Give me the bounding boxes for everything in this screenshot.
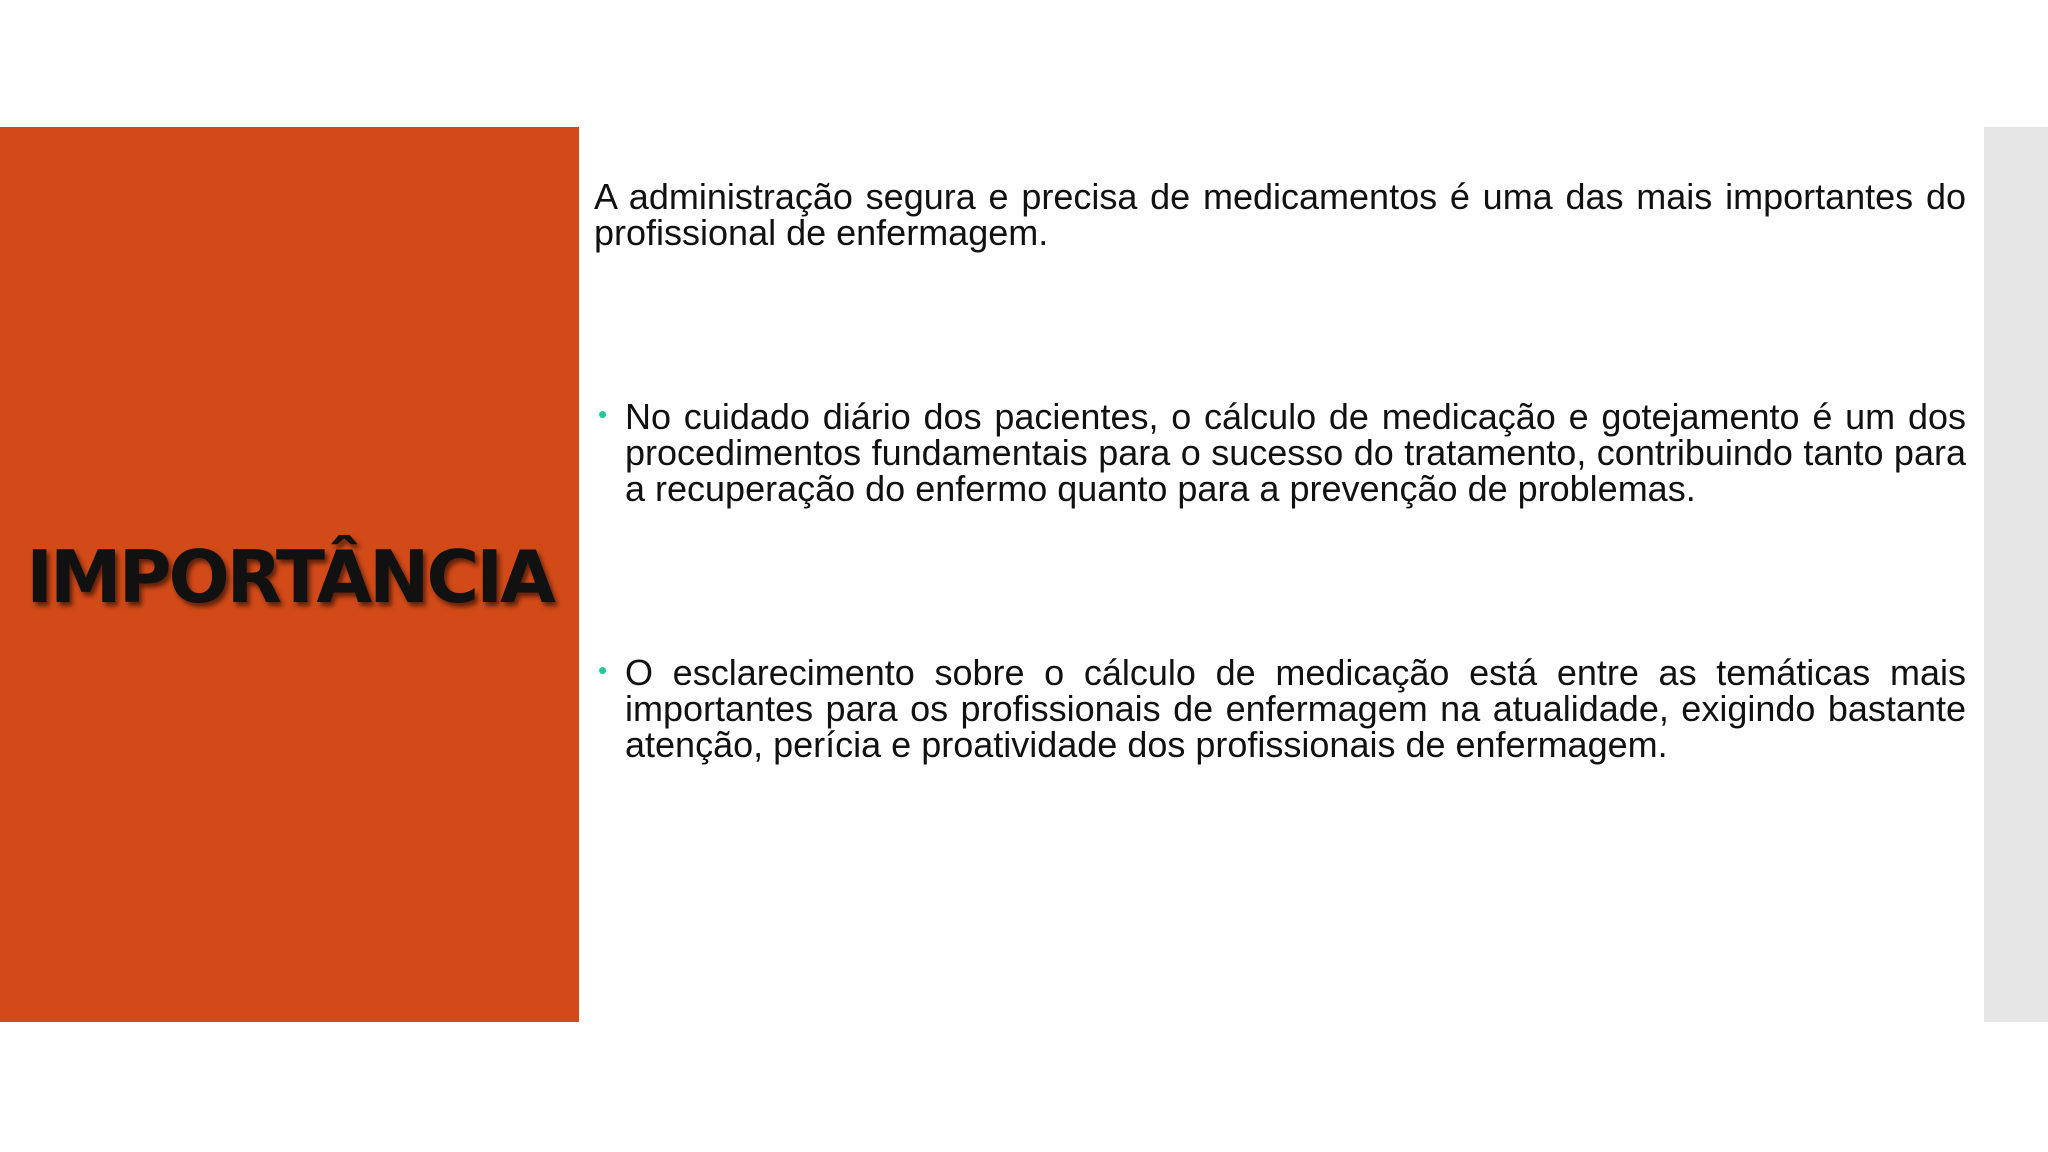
slide-content: [594, 176, 1966, 765]
bullet-dot-icon: •: [598, 655, 608, 685]
bullet-dot-icon: •: [598, 399, 608, 429]
bullet-text: No cuidado diário dos pacientes, o cálculo de medicação e gotejamento é um dos procedimentos fundamentais para o sucesso do tratamento, contribuindo tanto para a recuperação do enfermo quanto para a prevenção de problemas.: [625, 396, 1966, 509]
bullet-text: O esclarecimento sobre o cálculo de medicação está entre as temáticas mais importantes para os profissionais de enfermagem na atualidade, exigindo bastante atenção, perícia e proatividade dos profissionais de enfermagem.: [625, 652, 1966, 765]
slide-title: IMPORTÂNCIA: [26, 535, 553, 619]
bullet-item: [594, 652, 1966, 765]
intro-paragraph: A administração segura e precisa de medicamentos é uma das mais importantes do profissional de enfermagem.: [594, 176, 1966, 253]
bullet-item: [594, 396, 1966, 509]
title-panel: [0, 127, 579, 1022]
slide-band: [0, 127, 2048, 1022]
side-strip: [1984, 127, 2048, 1022]
